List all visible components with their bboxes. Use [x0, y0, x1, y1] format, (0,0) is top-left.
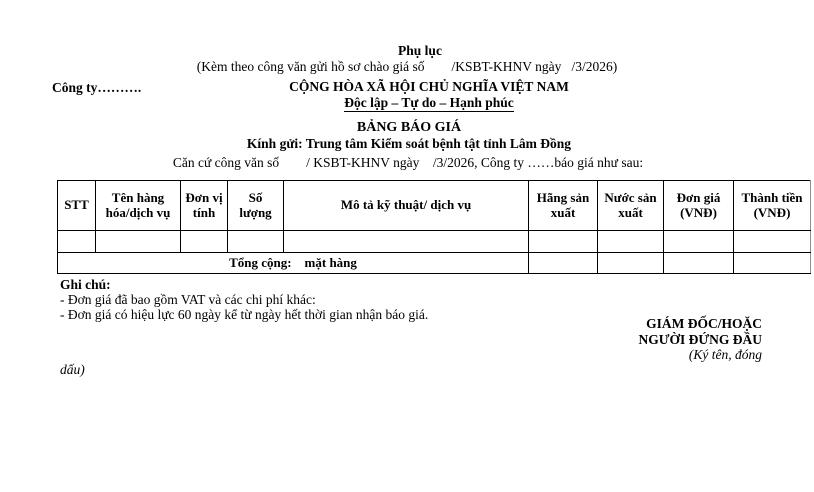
table-cell [58, 231, 96, 253]
col-header-stt: STT [58, 181, 96, 231]
appendix-subtitle: (Kèm theo công văn gửi hồ sơ chào giá số /KSBT-KHNV ngày /3/2026) [196, 59, 618, 74]
table-cell [181, 231, 228, 253]
total-cell [529, 253, 598, 274]
notes-block [60, 277, 428, 323]
appendix-title: Phụ lục [398, 43, 442, 58]
col-header-mo-ta: Mô tả kỹ thuật/ dịch vụ [284, 181, 529, 231]
table-cell [284, 231, 529, 253]
total-cell [664, 253, 734, 274]
signature-title-line2: NGƯỜI ĐỨNG ĐẦU [638, 331, 762, 347]
col-header-ten-hang: Tên hàng hóa/dịch vụ [96, 181, 181, 231]
total-row [58, 253, 811, 274]
col-header-nuoc-san-xuat: Nước sản xuất [598, 181, 664, 231]
signature-instruction: (Ký tên, đóng [688, 347, 762, 362]
col-header-hang-san-xuat: Hãng sản xuất [529, 181, 598, 231]
quotation-table [57, 180, 811, 274]
col-header-thanh-tien: Thành tiền (VNĐ) [734, 181, 811, 231]
col-header-don-gia: Đơn giá (VNĐ) [664, 181, 734, 231]
reference-line: Căn cứ công văn số / KSBT-KHNV ngày /3/2026, Công ty ……báo giá như sau: [172, 155, 644, 170]
total-label-cell: Tổng cộng: mặt hàng [58, 253, 529, 274]
national-motto-line [22, 95, 814, 112]
table-cell [598, 231, 664, 253]
table-cell [529, 231, 598, 253]
table-cell [664, 231, 734, 253]
national-motto-underlined-text: Độc lập – Tự do – Hạnh phúc [344, 95, 514, 110]
col-header-don-vi-tinh: Đơn vị tính [181, 181, 228, 231]
table-cell [734, 231, 811, 253]
table-cell [228, 231, 284, 253]
recipient-line: Kính gửi: Trung tâm Kiểm soát bệnh tật tỉnh Lâm Đồng [246, 136, 572, 151]
signature-block [639, 316, 763, 363]
empty-data-row [58, 231, 811, 253]
table-header-row [58, 181, 811, 231]
total-cell [598, 253, 664, 274]
company-name-label: Công ty………. [52, 80, 142, 95]
signature-title-line1: GIÁM ĐỐC/HOẶC [646, 316, 762, 331]
signature-instruction-wrapped: dấu) [60, 362, 85, 377]
notes-heading: Ghi chú: [60, 277, 111, 292]
national-header-line: CỘNG HÒA XÃ HỘI CHỦ NGHĨA VIỆT NAM [289, 79, 569, 94]
table-cell [96, 231, 181, 253]
col-header-so-luong: Số lượng [228, 181, 284, 231]
document-title: BẢNG BÁO GIÁ [356, 120, 462, 135]
total-cell [734, 253, 811, 274]
note-item-vat: - Đơn giá đã bao gồm VAT và các chi phí khác: [60, 292, 316, 308]
note-item-validity: - Đơn giá có hiệu lực 60 ngày kể từ ngày hết thời gian nhận báo giá. [60, 307, 429, 323]
